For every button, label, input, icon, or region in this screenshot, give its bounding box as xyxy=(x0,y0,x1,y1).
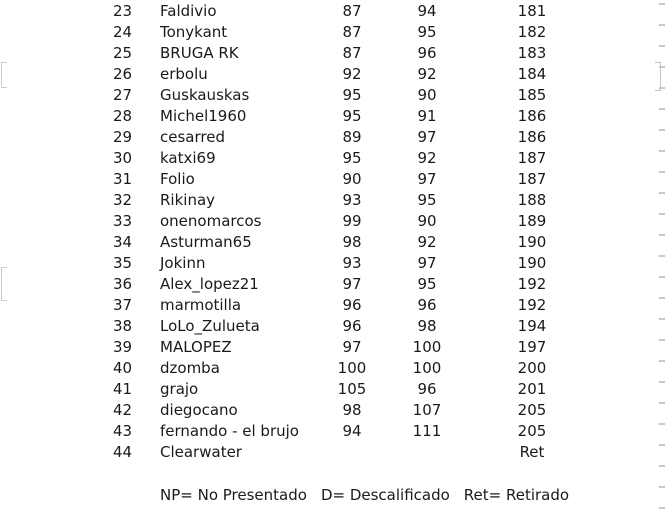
total-cell: 183 xyxy=(517,44,547,62)
name-cell: Guskauskas xyxy=(160,86,250,104)
row-handle-tick xyxy=(659,381,665,383)
total-cell: 186 xyxy=(517,107,547,125)
rank-cell: 35 xyxy=(113,254,133,272)
legend-item-d: D= Descalificado xyxy=(320,486,450,504)
rank-cell: 34 xyxy=(113,233,133,251)
table-row xyxy=(0,169,667,190)
score2-cell: 100 xyxy=(412,338,442,356)
rank-cell: 24 xyxy=(113,23,133,41)
rank-cell: 40 xyxy=(113,359,133,377)
rank-cell: 27 xyxy=(113,86,133,104)
table-row xyxy=(0,253,667,274)
table-row xyxy=(0,400,667,421)
total-cell: 184 xyxy=(517,65,547,83)
table-row xyxy=(0,43,667,64)
row-handle-tick xyxy=(659,129,665,131)
table-row xyxy=(0,421,667,442)
score2-cell: 111 xyxy=(412,422,442,440)
row-handle-tick xyxy=(659,402,665,404)
row-handle-tick xyxy=(659,486,665,488)
row-handle-tick xyxy=(659,339,665,341)
total-cell: 192 xyxy=(517,275,547,293)
score2-cell: 97 xyxy=(417,128,437,146)
total-cell: 187 xyxy=(517,149,547,167)
score1-cell: 100 xyxy=(337,359,367,377)
name-cell: diegocano xyxy=(160,401,238,419)
standings-table xyxy=(0,1,667,463)
name-cell: grajo xyxy=(160,380,199,398)
name-cell: fernando - el brujo xyxy=(160,422,299,440)
score1-cell xyxy=(317,442,387,463)
row-handle-tick xyxy=(659,255,665,257)
table-row xyxy=(0,22,667,43)
table-row xyxy=(0,232,667,253)
score1-cell: 92 xyxy=(342,65,362,83)
total-cell: 197 xyxy=(517,338,547,356)
rank-cell: 42 xyxy=(113,401,133,419)
rank-cell: 30 xyxy=(113,149,133,167)
score1-cell: 96 xyxy=(342,317,362,335)
score1-cell: 87 xyxy=(342,44,362,62)
score1-cell: 98 xyxy=(342,233,362,251)
total-cell: 205 xyxy=(517,401,547,419)
rank-cell: 38 xyxy=(113,317,133,335)
row-handle-tick xyxy=(659,423,665,425)
row-handle-tick xyxy=(659,87,665,89)
score2-cell xyxy=(392,442,462,463)
rank-cell: 28 xyxy=(113,107,133,125)
rank-cell: 25 xyxy=(113,44,133,62)
row-handle-tick xyxy=(659,45,665,47)
name-cell: katxi69 xyxy=(160,149,216,167)
score2-cell: 97 xyxy=(417,254,437,272)
rank-cell: 41 xyxy=(113,380,133,398)
score2-cell: 97 xyxy=(417,170,437,188)
name-cell: Clearwater xyxy=(160,443,242,461)
score1-cell: 93 xyxy=(342,191,362,209)
name-cell: Tonykant xyxy=(160,23,228,41)
total-cell: 182 xyxy=(517,23,547,41)
table-row xyxy=(0,316,667,337)
score1-cell: 89 xyxy=(342,128,362,146)
name-cell: BRUGA RK xyxy=(160,44,239,62)
rank-cell: 36 xyxy=(113,275,133,293)
rank-cell: 29 xyxy=(113,128,133,146)
name-cell: erbolu xyxy=(160,65,208,83)
table-row xyxy=(0,295,667,316)
row-handle-tick xyxy=(659,171,665,173)
name-cell: dzomba xyxy=(160,359,220,377)
table-row xyxy=(0,274,667,295)
legend-item-ret: Ret= Retirado xyxy=(463,486,570,504)
name-cell: Alex_lopez21 xyxy=(160,275,259,293)
name-cell: Faldivio xyxy=(160,2,217,20)
score2-cell: 95 xyxy=(417,191,437,209)
rank-cell: 44 xyxy=(113,443,133,461)
row-handle-tick xyxy=(659,24,665,26)
left-edge-mark xyxy=(1,267,7,301)
rank-cell: 32 xyxy=(113,191,133,209)
score2-cell: 92 xyxy=(417,149,437,167)
row-handle-tick xyxy=(659,150,665,152)
row-handle-tick xyxy=(659,297,665,299)
table-row xyxy=(0,211,667,232)
row-handle-tick xyxy=(659,213,665,215)
row-handle-tick xyxy=(659,360,665,362)
score1-cell: 95 xyxy=(342,107,362,125)
row-handle-tick xyxy=(659,234,665,236)
name-cell: onenomarcos xyxy=(160,212,262,230)
name-cell: cesarred xyxy=(160,128,225,146)
rank-cell: 33 xyxy=(113,212,133,230)
legend xyxy=(160,485,569,506)
row-handle-tick xyxy=(659,276,665,278)
score2-cell: 94 xyxy=(417,2,437,20)
score1-cell: 99 xyxy=(342,212,362,230)
table-row xyxy=(0,442,667,463)
total-cell: 187 xyxy=(517,170,547,188)
name-cell: Jokinn xyxy=(160,254,206,272)
name-cell: LoLo_Zulueta xyxy=(160,317,260,335)
row-handle-tick xyxy=(659,318,665,320)
row-handle-tick xyxy=(659,108,665,110)
score1-cell: 97 xyxy=(342,338,362,356)
left-edge-mark xyxy=(1,62,7,88)
total-cell: 201 xyxy=(517,380,547,398)
table-row xyxy=(0,190,667,211)
score2-cell: 95 xyxy=(417,23,437,41)
score1-cell: 93 xyxy=(342,254,362,272)
total-cell: 190 xyxy=(517,254,547,272)
row-handle-tick xyxy=(659,3,665,5)
score2-cell: 107 xyxy=(412,401,442,419)
score2-cell: 90 xyxy=(417,86,437,104)
rank-cell: 37 xyxy=(113,296,133,314)
row-handle-tick xyxy=(659,507,665,509)
row-handle-tick xyxy=(659,465,665,467)
score1-cell: 95 xyxy=(342,149,362,167)
total-cell: 194 xyxy=(517,317,547,335)
score1-cell: 94 xyxy=(342,422,362,440)
rank-cell: 26 xyxy=(113,65,133,83)
rank-cell: 43 xyxy=(113,422,133,440)
score2-cell: 100 xyxy=(412,359,442,377)
score1-cell: 98 xyxy=(342,401,362,419)
score1-cell: 95 xyxy=(342,86,362,104)
name-cell: Michel1960 xyxy=(160,107,247,125)
score1-cell: 97 xyxy=(342,275,362,293)
total-cell: 205 xyxy=(517,422,547,440)
row-handle-tick xyxy=(659,444,665,446)
score1-cell: 87 xyxy=(342,23,362,41)
total-cell: 186 xyxy=(517,128,547,146)
table-row xyxy=(0,85,667,106)
score2-cell: 96 xyxy=(417,44,437,62)
score2-cell: 95 xyxy=(417,275,437,293)
score2-cell: 92 xyxy=(417,233,437,251)
table-row xyxy=(0,64,667,85)
total-cell: 192 xyxy=(517,296,547,314)
name-cell: marmotilla xyxy=(160,296,242,314)
score1-cell: 105 xyxy=(337,380,367,398)
total-cell: Ret xyxy=(519,443,545,461)
rank-cell: 23 xyxy=(113,2,133,20)
score1-cell: 90 xyxy=(342,170,362,188)
table-row xyxy=(0,148,667,169)
score1-cell: 96 xyxy=(342,296,362,314)
legend-item-np: NP= No Presentado xyxy=(160,486,307,504)
name-cell: Asturman65 xyxy=(160,233,252,251)
score1-cell: 87 xyxy=(342,2,362,20)
row-handle-tick xyxy=(659,192,665,194)
score2-cell: 90 xyxy=(417,212,437,230)
name-cell: Rikinay xyxy=(160,191,216,209)
score2-cell: 98 xyxy=(417,317,437,335)
total-cell: 185 xyxy=(517,86,547,104)
score2-cell: 92 xyxy=(417,65,437,83)
name-cell: Folio xyxy=(160,170,195,188)
total-cell: 181 xyxy=(517,2,547,20)
total-cell: 189 xyxy=(517,212,547,230)
table-row xyxy=(0,358,667,379)
total-cell: 190 xyxy=(517,233,547,251)
score2-cell: 96 xyxy=(417,296,437,314)
table-row xyxy=(0,337,667,358)
table-row xyxy=(0,106,667,127)
total-cell: 200 xyxy=(517,359,547,377)
table-row xyxy=(0,127,667,148)
score2-cell: 96 xyxy=(417,380,437,398)
table-row xyxy=(0,379,667,400)
table-row xyxy=(0,1,667,22)
rank-cell: 31 xyxy=(113,170,133,188)
score2-cell: 91 xyxy=(417,107,437,125)
name-cell: MALOPEZ xyxy=(160,338,232,356)
rank-cell: 39 xyxy=(113,338,133,356)
total-cell: 188 xyxy=(517,191,547,209)
row-handle-tick xyxy=(659,66,665,68)
